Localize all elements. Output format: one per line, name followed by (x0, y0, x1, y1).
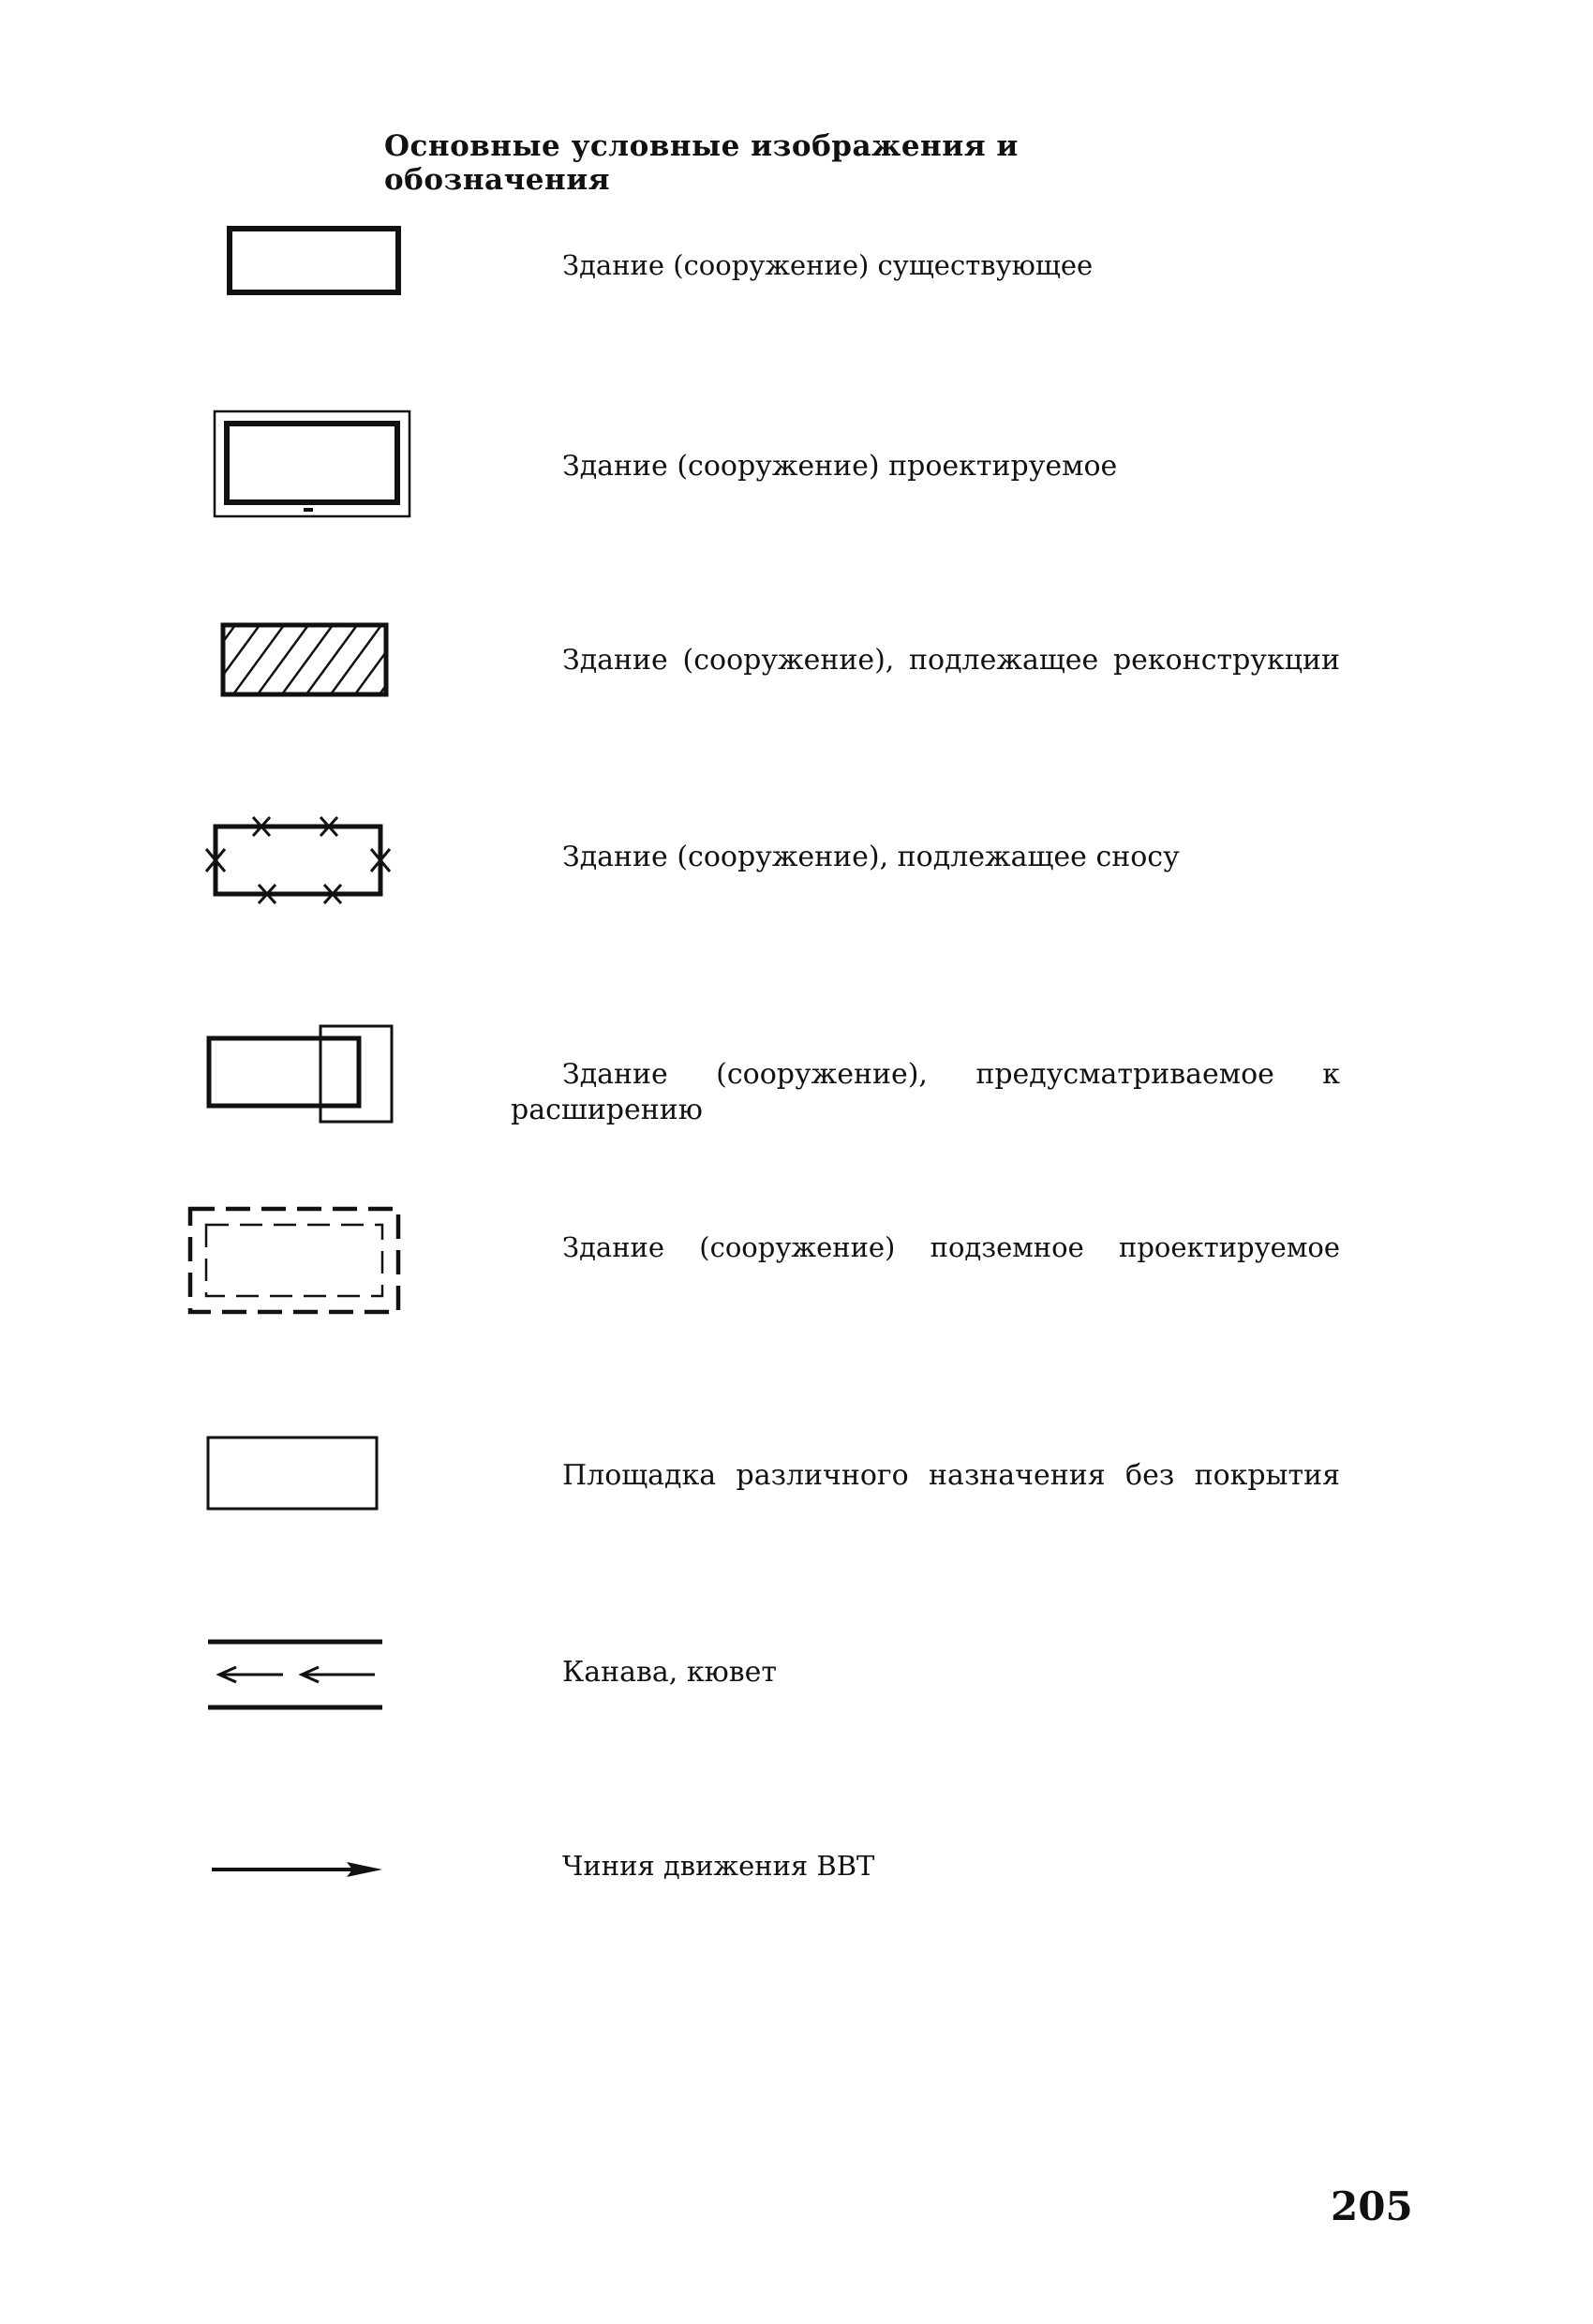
expansion-building-icon (204, 1021, 397, 1126)
projected-building-icon (212, 409, 412, 519)
underground-building-icon (186, 1204, 405, 1318)
existing-building-icon (225, 223, 403, 298)
legend-label-projected: Здание (сооружение) проектируемое (562, 450, 1118, 483)
legend-label-underground: Здание (сооружение) подземное проектируемое (562, 1231, 1340, 1263)
legend-label-expansion: Здание (сооружение), предусматриваемое к расширению (511, 1058, 1340, 1126)
legend-label-open-platform: Площадка различного назначения без покрытия (562, 1459, 1340, 1492)
legend-label-existing: Здание (сооружение) существующее (562, 249, 1094, 281)
demolition-building-icon (201, 808, 397, 909)
hatched-building-icon (219, 621, 390, 698)
ditch-icon (206, 1635, 384, 1714)
legend-label-movement: Чиния движения ВВТ (562, 1850, 875, 1882)
movement-line-icon (208, 1851, 386, 1888)
legend-label-ditch: Канава, кювет (562, 1656, 777, 1689)
page-title: Основные условные изображения и обозначения (384, 129, 1019, 197)
page-number: 205 (1331, 2183, 1413, 2229)
legend-label-reconstruction: Здание (сооружение), подлежащее реконструкции (562, 644, 1340, 677)
open-platform-icon (204, 1434, 382, 1514)
legend-label-demolition: Здание (сооружение), подлежащее сносу (562, 841, 1180, 873)
